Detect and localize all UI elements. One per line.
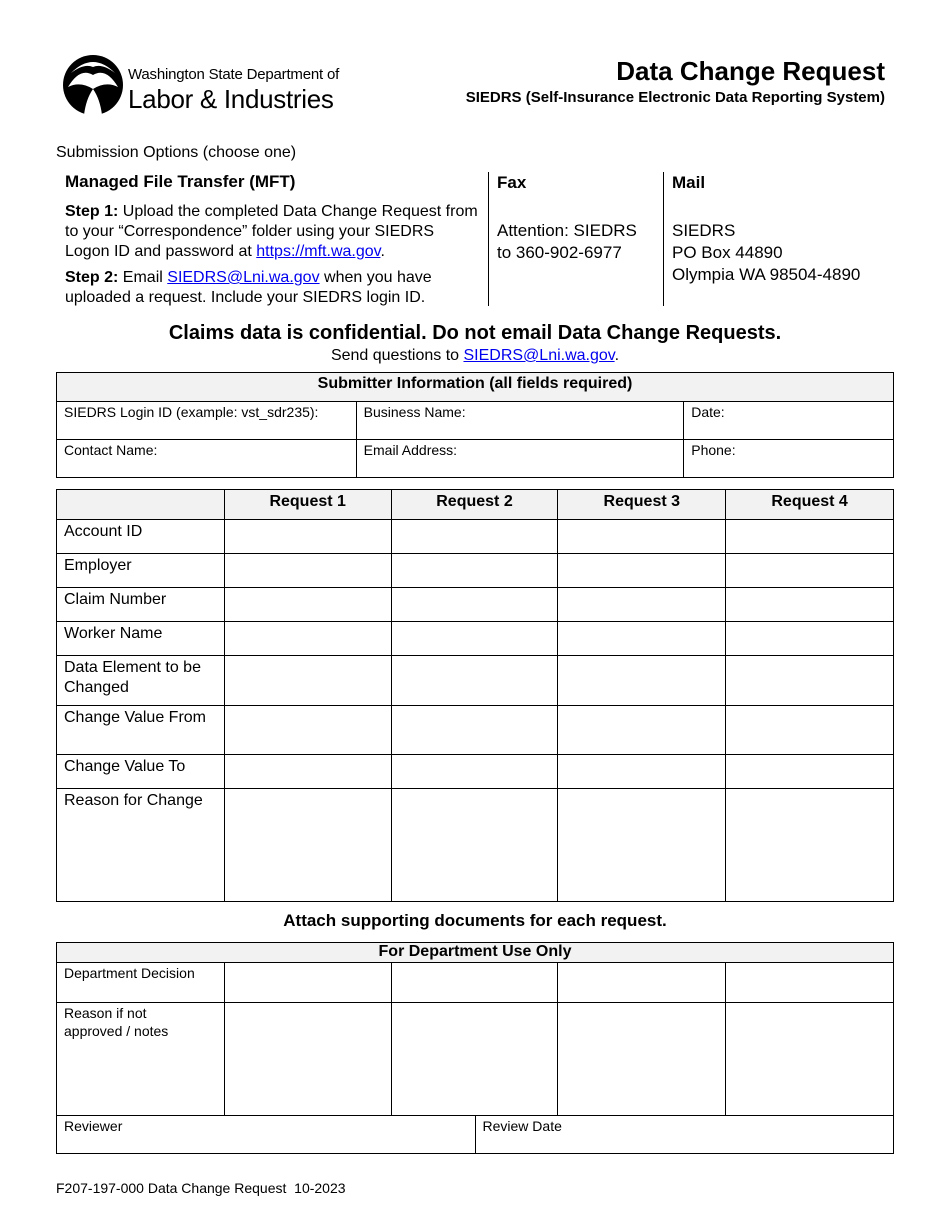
- request-cell[interactable]: [558, 755, 726, 789]
- request-cell[interactable]: [558, 656, 726, 706]
- request-cell[interactable]: [391, 755, 558, 789]
- request-cell[interactable]: [224, 554, 391, 588]
- reviewer-field[interactable]: Reviewer: [57, 1116, 476, 1154]
- request-column-header: Request 2: [391, 490, 558, 520]
- notes-cell[interactable]: [558, 1003, 726, 1116]
- mft-section: [65, 172, 480, 308]
- table-row: [57, 706, 894, 755]
- submitter-header: Submitter Information (all fields required): [57, 373, 894, 402]
- row-label-change-to: Change Value To: [57, 755, 225, 789]
- row-label-claim-number: Claim Number: [57, 588, 225, 622]
- fax-section: Fax Attention: SIEDRS to 360-902-6977: [497, 172, 657, 264]
- mft-step2: Step 2: Email SIEDRS@Lni.wa.gov when you have uploaded a request. Include your SIEDRS login ID.: [65, 269, 432, 306]
- request-cell[interactable]: [391, 520, 558, 554]
- row-label-account-id: Account ID: [57, 520, 225, 554]
- date-field[interactable]: Date:: [684, 402, 894, 440]
- request-cell[interactable]: [224, 656, 391, 706]
- request-cell[interactable]: [391, 622, 558, 656]
- decision-cell[interactable]: [726, 963, 894, 1003]
- request-cell[interactable]: [224, 520, 391, 554]
- request-cell[interactable]: [558, 588, 726, 622]
- department-header: For Department Use Only: [57, 943, 894, 963]
- request-cell[interactable]: [391, 588, 558, 622]
- request-cell[interactable]: [391, 789, 558, 902]
- department-decision-label: Department Decision: [57, 963, 225, 1003]
- row-label-reason: Reason for Change: [57, 789, 225, 902]
- page-title: Data Change Request: [616, 56, 885, 86]
- decision-cell[interactable]: [391, 963, 558, 1003]
- requests-table: [56, 489, 894, 902]
- request-cell[interactable]: [726, 554, 894, 588]
- request-cell[interactable]: [726, 520, 894, 554]
- request-cell[interactable]: [558, 520, 726, 554]
- mail-section: Mail SIEDRS PO Box 44890 Olympia WA 98504-4890: [672, 172, 902, 286]
- request-cell[interactable]: [391, 554, 558, 588]
- mft-heading: Managed File Transfer (MFT): [65, 172, 296, 191]
- table-row: [57, 554, 894, 588]
- review-date-field[interactable]: Review Date: [475, 1116, 893, 1154]
- request-column-header: Request 1: [224, 490, 391, 520]
- mft-step1: Step 1: Upload the completed Data Change Request from to your “Correspondence” folder using your SIEDRS Logon ID and password at https://mft.wa.gov.: [65, 203, 478, 260]
- request-cell[interactable]: [224, 622, 391, 656]
- divider: [663, 172, 664, 306]
- request-cell[interactable]: [726, 706, 894, 755]
- lni-logo-icon: [62, 53, 124, 117]
- department-table: [56, 942, 894, 1154]
- page-subtitle: SIEDRS (Self-Insurance Electronic Data Reporting System): [465, 89, 885, 106]
- business-name-field[interactable]: Business Name:: [356, 402, 684, 440]
- attach-note: Attach supporting documents for each request.: [283, 911, 667, 930]
- request-cell[interactable]: [726, 755, 894, 789]
- email-field[interactable]: Email Address:: [356, 440, 684, 478]
- request-cell[interactable]: [224, 588, 391, 622]
- request-cell[interactable]: [726, 622, 894, 656]
- request-column-header: Request 3: [558, 490, 726, 520]
- request-cell[interactable]: [558, 622, 726, 656]
- table-row: [57, 520, 894, 554]
- request-column-header: Request 4: [726, 490, 894, 520]
- questions-line: Send questions to SIEDRS@Lni.wa.gov.: [330, 347, 620, 364]
- submission-options-label: Submission Options (choose one): [56, 144, 297, 161]
- reason-notes-label: Reason if not approved / notes: [57, 1003, 225, 1116]
- table-row: [57, 656, 894, 706]
- divider: [488, 172, 489, 306]
- row-label-worker-name: Worker Name: [57, 622, 225, 656]
- logo-agency-name: Labor & Industries: [128, 84, 334, 114]
- request-cell[interactable]: [726, 656, 894, 706]
- table-row: [57, 622, 894, 656]
- request-cell[interactable]: [558, 706, 726, 755]
- request-cell[interactable]: [391, 656, 558, 706]
- blank-header-cell: [57, 490, 225, 520]
- mft-link[interactable]: https://mft.wa.gov: [256, 243, 381, 260]
- decision-cell[interactable]: [224, 963, 391, 1003]
- request-cell[interactable]: [224, 706, 391, 755]
- request-cell[interactable]: [726, 588, 894, 622]
- step1-label: Step 1:: [65, 203, 119, 220]
- confidential-warning: Claims data is confidential. Do not email Data Change Requests.: [168, 322, 782, 344]
- form-footer: F207-197-000 Data Change Request 10-2023: [56, 1180, 346, 1196]
- request-cell[interactable]: [391, 706, 558, 755]
- row-label-change-from: Change Value From: [57, 706, 225, 755]
- request-cell[interactable]: [558, 789, 726, 902]
- row-label-data-element: Data Element to be Changed: [57, 656, 225, 706]
- notes-cell[interactable]: [224, 1003, 391, 1116]
- logo-agency-line: Washington State Department of: [128, 66, 340, 83]
- contact-name-field[interactable]: Contact Name:: [57, 440, 357, 478]
- decision-cell[interactable]: [558, 963, 726, 1003]
- phone-field[interactable]: Phone:: [684, 440, 894, 478]
- fax-heading: Fax: [497, 173, 527, 192]
- table-row: [57, 789, 894, 902]
- request-cell[interactable]: [224, 789, 391, 902]
- siedrs-email-link[interactable]: SIEDRS@Lni.wa.gov: [167, 269, 320, 286]
- table-row: [57, 755, 894, 789]
- submitter-table: [56, 372, 894, 478]
- step2-label: Step 2:: [65, 269, 119, 286]
- step1-text: Upload the completed Data Change Request from to your “Correspondence” folder using your SIEDRS Logon ID and password at: [65, 203, 478, 260]
- table-row: [57, 588, 894, 622]
- request-cell[interactable]: [726, 789, 894, 902]
- mail-heading: Mail: [672, 173, 706, 192]
- row-label-employer: Employer: [57, 554, 225, 588]
- request-cell[interactable]: [558, 554, 726, 588]
- notes-cell[interactable]: [726, 1003, 894, 1116]
- login-id-field[interactable]: SIEDRS Login ID (example: vst_sdr235):: [57, 402, 357, 440]
- notes-cell[interactable]: [391, 1003, 558, 1116]
- request-cell[interactable]: [224, 755, 391, 789]
- questions-email-link[interactable]: SIEDRS@Lni.wa.gov: [463, 347, 615, 364]
- agency-logo: [62, 53, 340, 119]
